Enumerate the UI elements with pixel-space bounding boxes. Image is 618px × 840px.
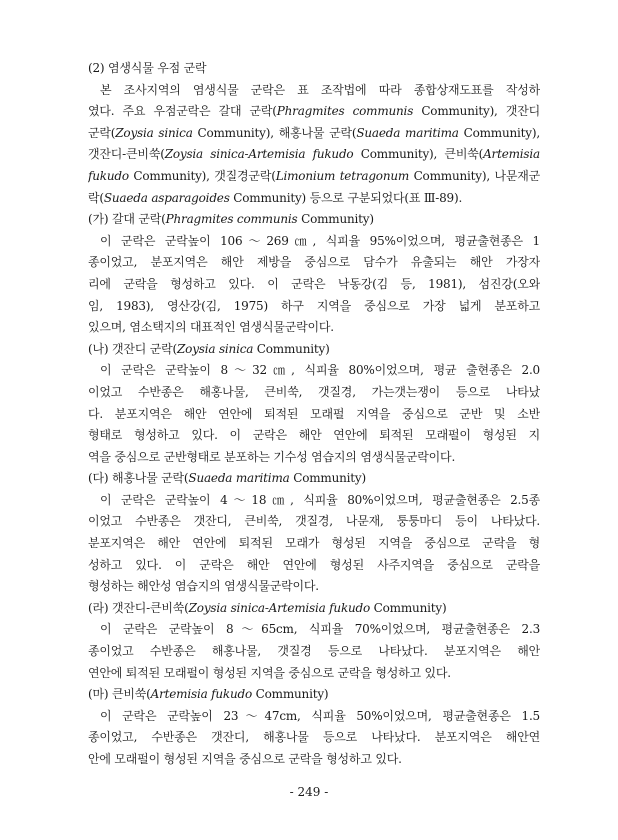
body-line: 이 군락은 군락높이 106～269㎝, 식피율 95%이었으며, 평균출현종은 1 <box>100 233 540 248</box>
body-line: 분포지역은 해안 연안에 퇴적된 모래가 형성된 지역을 중심으로 군락을 형 <box>88 536 540 551</box>
scientific-name: Zoysia sinica <box>177 341 254 356</box>
body-line: 리에 군락을 형성하고 있다. 이 군락은 낙동강(김 등, 1981), 섬진강(오와 <box>88 276 540 291</box>
intro-line: 군락(Zoysia sinica Community), 해홍나물 군락(Suaeda maritima Community), <box>88 125 540 140</box>
intro-line: 락(Suaeda asparagoides Community) 등으로 구분되었다(표 Ⅲ-89). <box>88 190 463 205</box>
intro-line: 갯잔디-큰비쑥(Zoysia sinica-Artemisia fukudo Community), 큰비쑥(Artemisia <box>88 147 540 162</box>
body-line: 임, 1983), 영산강(김, 1975) 하구 지역을 중심으로 가장 넓게 분포하고 <box>88 298 540 313</box>
body-line: 연안에 퇴적된 모래펄이 형성된 지역을 중심으로 군락을 형성하고 있다. <box>88 665 451 680</box>
body-line: 안에 모래펄이 형성된 지역을 중심으로 군락을 형성하고 있다. <box>88 752 402 766</box>
body-line: 이 군락은 군락높이 23～47cm, 식피율 50%이었으며, 평균출현종은 1.5 <box>100 708 540 723</box>
body-line: 이 군락은 군락높이 8～32㎝, 식피율 80%이었으며, 평균 출현종은 2.0 <box>100 363 540 378</box>
scientific-name: Suaeda asparagoides <box>103 190 230 205</box>
scientific-name: Zoysia sinica-Artemisia fukudo <box>188 600 371 615</box>
body-line: 형성하는 해안성 염습지의 염생식물군락이다. <box>88 579 319 594</box>
page-number: - 249 - <box>289 785 329 799</box>
scientific-name: Zoysia sinica <box>115 125 193 140</box>
body-line: 이었고 수반종은 해홍나물, 큰비쑥, 갯질경, 가는갯는쟁이 등으로 나타났 <box>88 384 540 399</box>
community-heading: (다) 해홍나물 군락(Suaeda maritima Community) <box>88 471 366 486</box>
body-line: 다. 분포지역은 해안 연안에 퇴적된 모래펄 지역을 중심으로 군반 및 소반 <box>88 406 540 421</box>
body-line: 종이었고, 수반종은 갯잔디, 해홍나물 등으로 나타났다. 분포지역은 해안연 <box>88 730 540 745</box>
scientific-name: Suaeda maritima <box>188 471 290 486</box>
scientific-name: fukudo <box>88 168 129 183</box>
intro-line: 본 조사지역의 염생식물 군락은 표 조작법에 따라 종합상재도표를 작성하 <box>100 82 540 97</box>
body-line: 있으며, 염소택지의 대표적인 염생식물군락이다. <box>88 320 334 335</box>
scientific-name: Artemisia <box>483 147 540 162</box>
body-line: 종이었고 수반종은 해홍나물, 갯질경 등으로 나타났다. 분포지역은 해안 <box>88 644 540 659</box>
document-body <box>88 58 540 771</box>
scientific-name: Suaeda maritima <box>356 125 459 140</box>
section-heading: (2) 염생식물 우점 군락 <box>88 61 207 75</box>
community-heading: (가) 갈대 군락(Phragmites communis Community) <box>88 212 374 227</box>
body-line: 이 군락은 군락높이 4～18㎝, 식피율 80%이었으며, 평균출현종은 2.5종 <box>100 492 540 507</box>
scientific-name: Artemisia fukudo <box>150 687 253 702</box>
body-line: 이 군락은 군락높이 8～65cm, 식피율 70%이었으며, 평균출현종은 2.3 <box>100 622 540 637</box>
community-heading: (마) 큰비쑥(Artemisia fukudo Community) <box>88 687 329 702</box>
scientific-name: Phragmites communis <box>165 212 298 227</box>
intro-line: 였다. 주요 우점군락은 갈대 군락(Phragmites communis Community), 갯잔디 <box>88 104 540 119</box>
body-line: 역을 중심으로 군반형태로 분포하는 기수성 염습지의 염생식물군락이다. <box>88 449 456 464</box>
body-line: 종이었고, 분포지역은 해안 제방을 중심으로 담수가 유출되는 해안 가장자 <box>88 255 540 270</box>
intro-line: fukudo Community), 갯질경군락(Limonium tetragonum Community), 나문재군 <box>88 168 540 183</box>
body-line: 형태로 형성하고 있다. 이 군락은 해안 연안에 퇴적된 모래펄이 형성된 지 <box>88 428 540 443</box>
body-line: 이었고 수반종은 갯잔디, 큰비쑥, 갯질경, 나문재, 퉁퉁마디 등이 나타났다. <box>88 514 540 529</box>
body-line: 성하고 있다. 이 군락은 해안 연안에 형성된 사주지역을 중심으로 군락을 <box>88 557 540 572</box>
community-heading: (라) 갯잔디-큰비쑥(Zoysia sinica-Artemisia fukudo Community) <box>88 600 447 615</box>
scientific-name: Zoysia sinica-Artemisia fukudo <box>164 147 354 162</box>
community-heading: (나) 갯잔디 군락(Zoysia sinica Community) <box>88 341 330 356</box>
scientific-name: Limonium tetragonum <box>275 168 410 183</box>
scientific-name: Phragmites communis <box>276 104 414 119</box>
